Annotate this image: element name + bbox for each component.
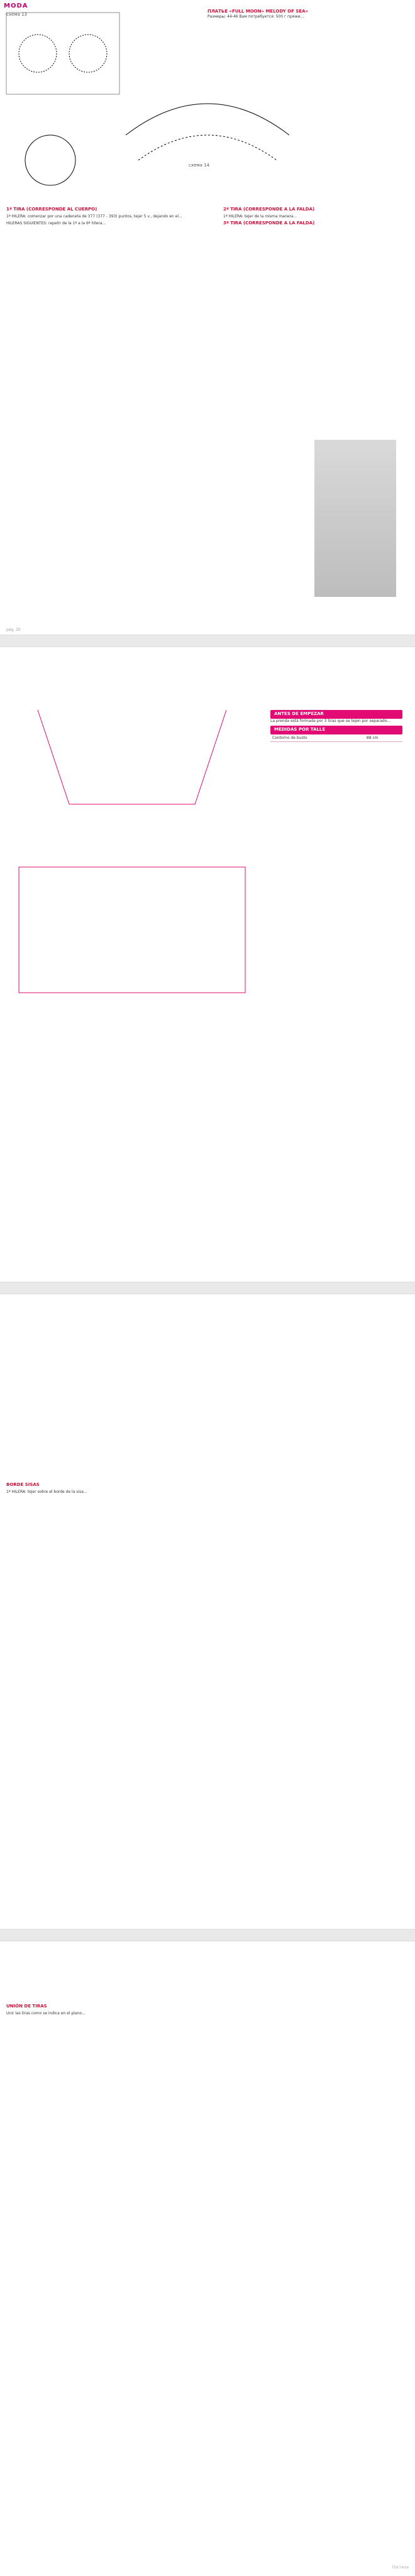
- page-1: MODA схема 13 схема 14 ПЛАТЬЕ «FULL MOON» MELODY OF SEA» Размеры: 44-46 Вам потребуется: 500 г пряжи... 1ª TIRA (CORRESPONDE AL CUERPO) 1ª HILERA: comenzar por una cadeneta de 377 (377 - 393) puntos, tejer 5 v., dejando en el... HILERAS SIGUIENTES: repetir de la 1ª a la 6ª hilera... 2ª TIRA (CORRESPONDE A LA FALDA) 1ª HILERA: tejer de la misma manera... 3ª TIRA (CORRESPONDE A LA FALDA) pág. 20: [0, 0, 415, 635]
- spanish-instructions-1: 1ª TIRA (CORRESPONDE AL CUERPO) 1ª HILERA: comenzar por una cadeneta de 377 (377 - 393) puntos, tejer 5 v., dejando en el... HILERAS SIGUIENTES: repetir de la 1ª a la 6ª hilera...: [6, 207, 182, 226]
- plan-diagram: [6, 679, 258, 1056]
- crochet-motif-diagrams: [0, 9, 415, 204]
- svg-text:схема 13: схема 13: [6, 12, 28, 17]
- magazine-header: MODA: [4, 3, 28, 9]
- page-2: [0, 647, 415, 1282]
- union-tiras: UNIÓN DE TIRAS Unir las tiras como se indica en el plano...: [6, 2004, 86, 2016]
- borde-sisas: BORDE SISAS 1ª HILERA: tejer sobre el borde de la sisa...: [6, 1482, 87, 1494]
- page-4: UNIÓN DE TIRAS Unir las tiras como se indica en el plano... Постила: [0, 1941, 415, 2576]
- russian-instructions: ПЛАТЬЕ «FULL MOON» MELODY OF SEA» Размеры: 44-46 Вам потребуется: 500 г пряжи...: [208, 9, 309, 19]
- svg-text:схема 14: схема 14: [189, 163, 210, 168]
- page-3: [0, 1294, 415, 1929]
- sidebar: ANTES DE EMPEZAR La prenda está formada por 3 tiras que se tejen por separado... MEDIDAS POR TALLE Contorno de busto 88 cm: [270, 710, 402, 742]
- spanish-instructions-2: 2ª TIRA (CORRESPONDE A LA FALDA) 1ª HILERA: tejer de la misma manera... 3ª TIRA (CORRESPONDE A LA FALDA): [223, 207, 315, 226]
- dress-photo: [314, 440, 396, 597]
- size-table: Contorno de busto 88 cm: [270, 734, 402, 743]
